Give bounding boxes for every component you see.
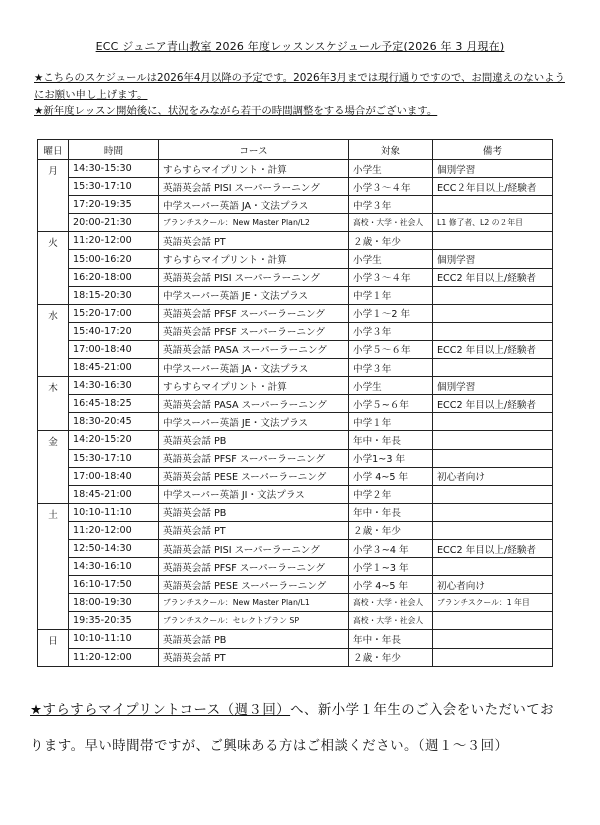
time-cell: 14:30-15:30 [69,160,159,178]
note-cell [433,286,553,304]
time-cell: 15:20-17:00 [69,304,159,322]
note-cell [433,232,553,250]
course-cell: 中学スーパー英語 JA・文法プラス [159,196,349,214]
time-cell: 18:15-20:30 [69,286,159,304]
course-cell: ブランチスクール：セレクトプラン SP [159,612,349,630]
target-cell: ２歳・年少 [349,521,433,539]
note-cell: ECC２年目以上/経験者 [433,178,553,196]
note-cell [433,648,553,666]
course-cell: ブランチスクール：New Master Plan/L1 [159,594,349,612]
note-cell [433,558,553,576]
table-row [38,359,553,377]
time-cell: 15:00-16:20 [69,250,159,268]
footer-line-1-rest: へ、新小学１年生のご入会をいただいてお [290,703,555,718]
time-cell: 19:35-20:35 [69,612,159,630]
course-cell: 英語英会話 PFSF スーパーラーニング [159,304,349,322]
time-cell: 18:00-19:30 [69,594,159,612]
target-cell: 小学３～４年 [349,178,433,196]
note-cell: ECC2 年目以上/経験者 [433,268,553,286]
course-cell: すらすらマイプリント・計算 [159,160,349,178]
target-cell: 小学３～４年 [349,268,433,286]
table-row [38,467,553,485]
target-cell: 小学３~4 年 [349,539,433,557]
target-cell: 小学生 [349,160,433,178]
note-cell [433,304,553,322]
header-day: 曜日 [38,140,69,160]
time-cell: 10:10-11:10 [69,503,159,521]
note-cell [433,413,553,431]
header-note: 備考 [433,140,553,160]
header-course: コース [159,140,349,160]
note-cell [433,196,553,214]
time-cell: 14:30-16:30 [69,377,159,395]
table-row [38,612,553,630]
table-row [38,340,553,358]
footer-emphasis: ★すらすらマイプリントコース（週３回） [30,703,291,718]
notice-schedule-start: ★こちらのスケジュールは2026年4月以降の予定です。2026年3月までは現行通りですので、お間違えのないようにお願い申し上げます。 [34,72,565,101]
target-cell: ２歳・年少 [349,232,433,250]
header-target: 対象 [349,140,433,160]
target-cell: 中学１年 [349,286,433,304]
footer-line-2: ります。早い時間帯ですが、ご興味ある方はご相談ください。（週１～３回） [30,739,509,754]
table-row [38,160,553,178]
day-cell: 月 [38,160,69,232]
table-row [38,431,553,449]
course-cell: 英語英会話 PISI スーパーラーニング [159,268,349,286]
day-cell: 金 [38,431,69,503]
table-row [38,521,553,539]
note-cell [433,485,553,503]
table-row [38,395,553,413]
course-cell: 英語英会話 PB [159,630,349,648]
note-cell: 個別学習 [433,160,553,178]
course-cell: 英語英会話 PESE スーパーラーニング [159,467,349,485]
time-cell: 10:10-11:10 [69,630,159,648]
course-cell: すらすらマイプリント・計算 [159,377,349,395]
note-cell: ECC2 年目以上/経験者 [433,539,553,557]
day-cell: 水 [38,304,69,376]
note-cell: 個別学習 [433,250,553,268]
target-cell: ２歳・年少 [349,648,433,666]
table-row [38,503,553,521]
target-cell: 小学 4~5 年 [349,576,433,594]
target-cell: 中学３年 [349,196,433,214]
course-cell: 英語英会話 PISI スーパーラーニング [159,178,349,196]
time-cell: 15:30-17:10 [69,449,159,467]
table-row [38,178,553,196]
target-cell: 年中・年長 [349,630,433,648]
note-cell [433,521,553,539]
table-row [38,322,553,340]
note-cell [433,322,553,340]
course-cell: ブランチスクール：New Master Plan/L2 [159,214,349,232]
time-cell: 11:20-12:00 [69,232,159,250]
table-row [38,232,553,250]
day-cell: 火 [38,232,69,304]
table-row [38,449,553,467]
table-row [38,630,553,648]
target-cell: 高校・大学・社会人 [349,594,433,612]
course-cell: 中学スーパー英語 JE・文法プラス [159,286,349,304]
course-cell: 英語英会話 PFSF スーパーラーニング [159,558,349,576]
target-cell: 高校・大学・社会人 [349,214,433,232]
notice-time-adjustment: ★新年度レッスン開始後に、状況をみながら若干の時間調整をする場合がございます。 [34,105,438,117]
time-cell: 17:20-19:35 [69,196,159,214]
note-cell: 個別学習 [433,377,553,395]
schedule-table [37,139,553,667]
time-cell: 16:10-17:50 [69,576,159,594]
time-cell: 15:40-17:20 [69,322,159,340]
time-cell: 11:20-12:00 [69,648,159,666]
course-cell: 英語英会話 PT [159,648,349,666]
table-row [38,214,553,232]
table-row [38,304,553,322]
time-cell: 18:45-21:00 [69,485,159,503]
table-row [38,268,553,286]
note-cell [433,449,553,467]
time-cell: 14:30-16:10 [69,558,159,576]
note-cell [433,431,553,449]
course-cell: 英語英会話 PESE スーパーラーニング [159,576,349,594]
target-cell: 高校・大学・社会人 [349,612,433,630]
table-row [38,485,553,503]
course-cell: すらすらマイプリント・計算 [159,250,349,268]
course-cell: 英語英会話 PISI スーパーラーニング [159,539,349,557]
table-row [38,539,553,557]
time-cell: 15:30-17:10 [69,178,159,196]
table-header-row [38,140,553,160]
time-cell: 16:20-18:00 [69,268,159,286]
header-time: 時間 [69,140,159,160]
course-cell: 英語英会話 PT [159,521,349,539]
course-cell: 英語英会話 PB [159,431,349,449]
table-row [38,250,553,268]
note-cell: ブランチスクール：1 年目 [433,594,553,612]
course-cell: 英語英会話 PFSF スーパーラーニング [159,449,349,467]
day-cell: 木 [38,377,69,431]
table-row [38,558,553,576]
day-cell: 土 [38,503,69,630]
table-row [38,648,553,666]
note-cell: 初心者向け [433,467,553,485]
target-cell: 小学１～2 年 [349,304,433,322]
time-cell: 20:00-21:30 [69,214,159,232]
table-row [38,377,553,395]
target-cell: 小学５~６年 [349,395,433,413]
note-cell: ECC2 年目以上/経験者 [433,340,553,358]
target-cell: 小学1~3 年 [349,449,433,467]
target-cell: 小学５～６年 [349,340,433,358]
time-cell: 18:45-21:00 [69,359,159,377]
table-row [38,576,553,594]
schedule-body [38,160,553,667]
target-cell: 小学１~3 年 [349,558,433,576]
target-cell: 小学生 [349,250,433,268]
time-cell: 18:30-20:45 [69,413,159,431]
table-row [38,594,553,612]
target-cell: 中学３年 [349,359,433,377]
page-title: ECC ジュニア青山教室 2026 年度レッスンスケジュール予定(2026 年 3 月現在) [95,40,505,53]
course-cell: 中学スーパー英語 JI・文法プラス [159,485,349,503]
table-row [38,413,553,431]
note-cell: 初心者向け [433,576,553,594]
note-cell [433,630,553,648]
footer-line-1 [30,701,580,721]
target-cell: 小学生 [349,377,433,395]
course-cell: 英語英会話 PT [159,232,349,250]
time-cell: 16:45-18:25 [69,395,159,413]
table-row [38,286,553,304]
note-cell: ECC2 年目以上/経験者 [433,395,553,413]
target-cell: 中学２年 [349,485,433,503]
note-cell [433,612,553,630]
table-row [38,196,553,214]
note-cell [433,503,553,521]
target-cell: 小学 4~5 年 [349,467,433,485]
time-cell: 12:50-14:30 [69,539,159,557]
time-cell: 14:20-15:20 [69,431,159,449]
course-cell: 中学スーパー英語 JE・文法プラス [159,413,349,431]
course-cell: 英語英会話 PASA スーパーラーニング [159,340,349,358]
target-cell: 中学１年 [349,413,433,431]
course-cell: 中学スーパー英語 JA・文法プラス [159,359,349,377]
day-cell: 日 [38,630,69,666]
course-cell: 英語英会話 PFSF スーパーラーニング [159,322,349,340]
time-cell: 17:00-18:40 [69,467,159,485]
time-cell: 11:20-12:00 [69,521,159,539]
course-cell: 英語英会話 PB [159,503,349,521]
note-cell: L1 修了者、L2 の２年目 [433,214,553,232]
note-cell [433,359,553,377]
time-cell: 17:00-18:40 [69,340,159,358]
target-cell: 小学３年 [349,322,433,340]
target-cell: 年中・年長 [349,431,433,449]
target-cell: 年中・年長 [349,503,433,521]
course-cell: 英語英会話 PASA スーパーラーニング [159,395,349,413]
